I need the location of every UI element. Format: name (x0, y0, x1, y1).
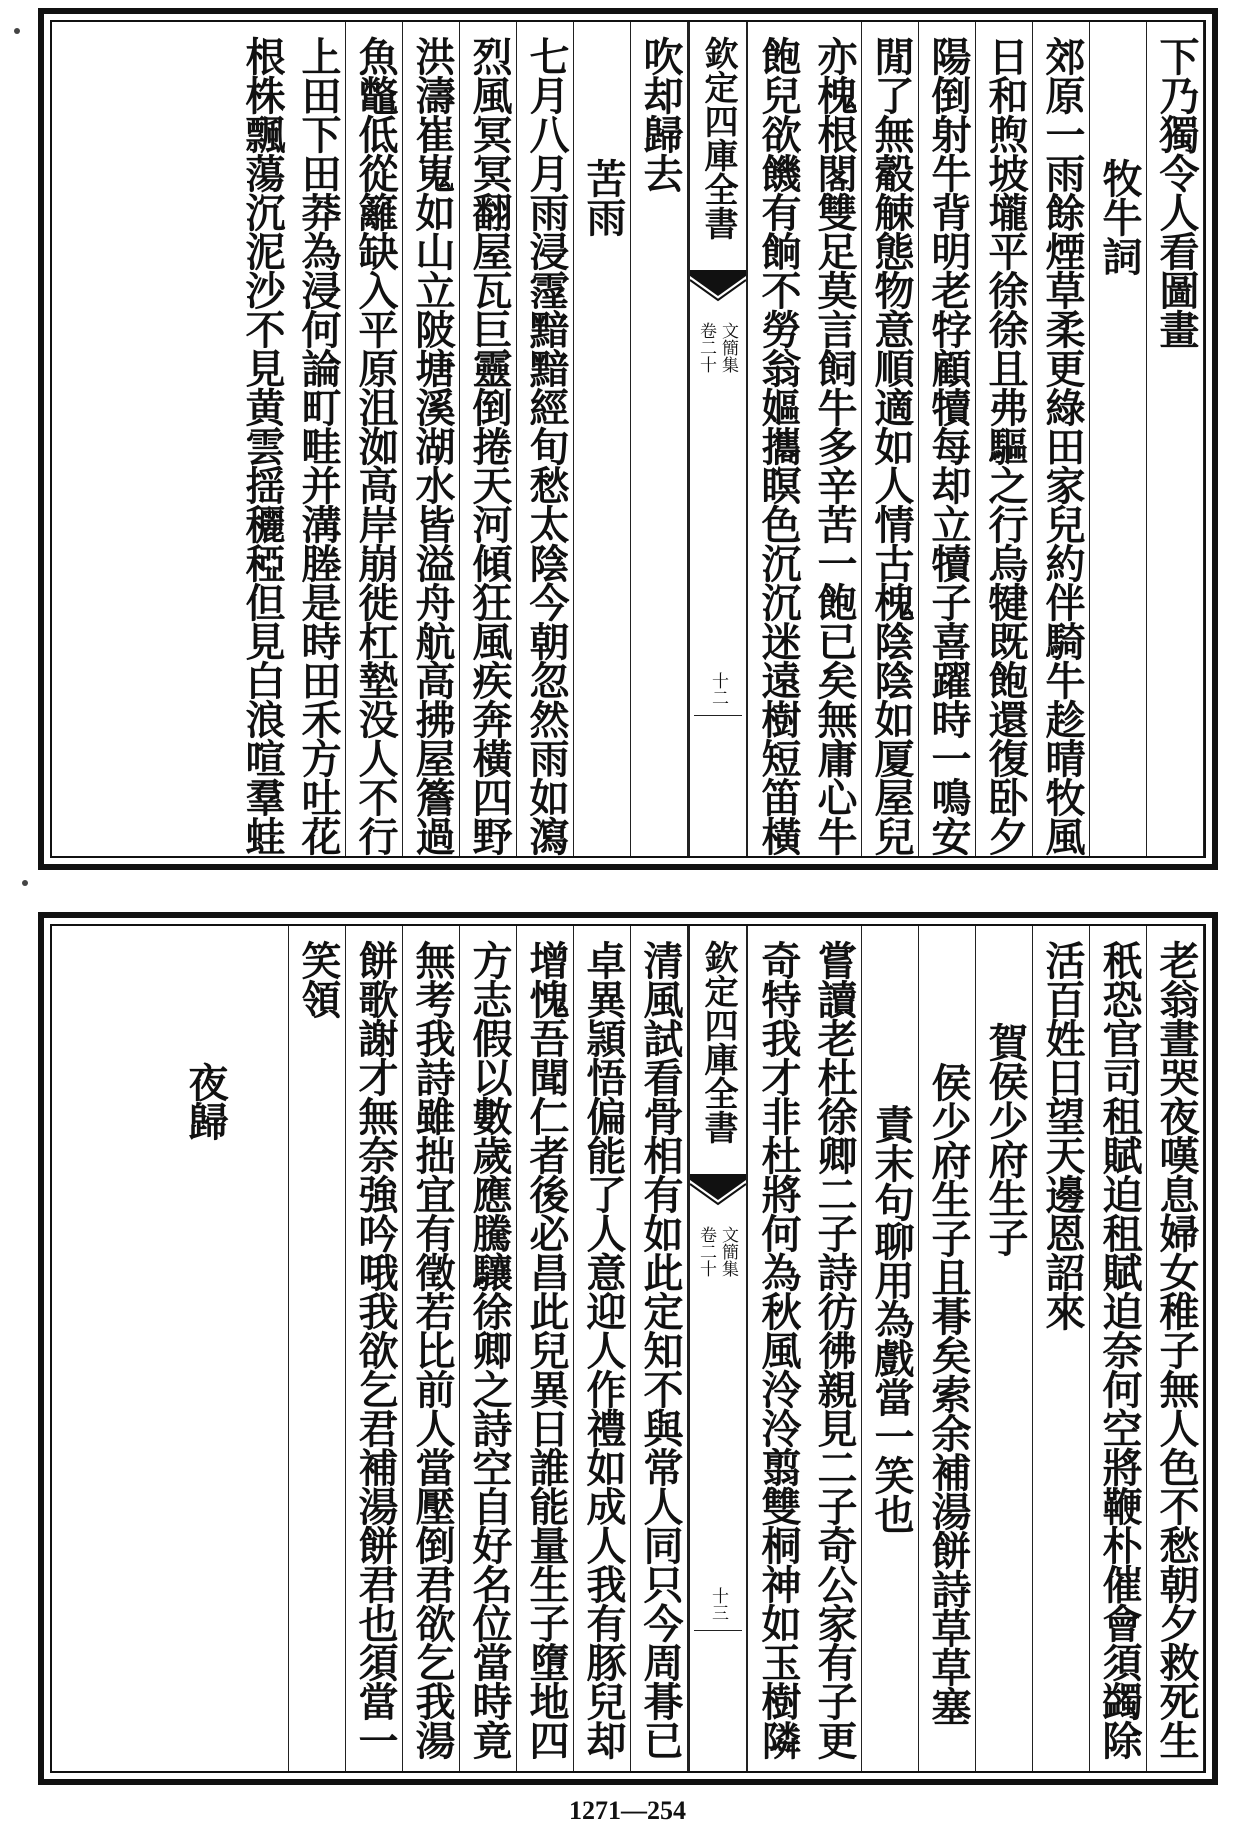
column-text: 方志假以數歲應騰驤徐卿之詩空自好名位當時竟 (466, 940, 513, 1759)
text-column (348, 22, 403, 856)
center-fold (688, 926, 748, 1771)
column-text: 下乃獨令人看圖畫 (1153, 36, 1200, 348)
text-column (462, 926, 517, 1771)
column-text: 吹却歸去 (637, 36, 684, 192)
column-text: 烈風冥冥翻屋瓦巨靈倒捲天河傾狂風疾奔橫四野 (466, 36, 513, 855)
text-column (633, 926, 688, 1771)
text-column (519, 926, 574, 1771)
column-text: 上田下田莽為浸何論町畦并溝塍是時田禾方吐花 (295, 36, 342, 855)
scan-speck (14, 28, 20, 34)
text-column (348, 926, 403, 1771)
page-code: 1271—254 (569, 1796, 686, 1825)
column-text: 郊原一雨餘煙草柔更綠田家兒約伴騎牛趁晴牧風 (1039, 36, 1086, 855)
text-column (1092, 22, 1147, 856)
column-text: 笑領 (295, 940, 342, 1018)
text-column (751, 22, 805, 856)
text-column (807, 926, 862, 1771)
text-column (519, 22, 574, 856)
column-text: 老翁晝哭夜嘆息婦女稚子無人色不愁朝夕救死生 (1153, 940, 1200, 1759)
text-column (864, 926, 919, 1771)
text-column (234, 926, 289, 1771)
book-meta (696, 1226, 738, 1277)
column-text: 秖恐官司租賦迫租賦迫奈何空將鞭朴催會須蠲除 (1096, 940, 1143, 1759)
text-column (576, 926, 631, 1771)
text-column (462, 22, 517, 856)
column-text: 餅歌謝才無奈強吟哦我欲乞君補湯餅君也須當一 (352, 940, 399, 1759)
text-column (921, 22, 976, 856)
preface-text: 侯少府生子且朞矣索余補湯餅詩草草塞 (925, 1062, 972, 1725)
preface-text: 責末句聊用為戲當一笑也 (868, 1104, 915, 1533)
text-column (1035, 926, 1090, 1771)
text-column (864, 22, 919, 856)
column-text: 魚鼈低從籬缺入平原沮洳高岸崩徙杠墊没人不行 (352, 36, 399, 855)
page-number: 十三 (708, 1587, 728, 1621)
text-column (751, 926, 805, 1771)
center-fold (688, 22, 748, 856)
book-title: 文簡集 (718, 322, 738, 373)
book-meta (696, 322, 738, 373)
column-text: 嘗讀老杜徐卿二子詩彷彿親見二子奇公家有子更 (811, 940, 858, 1759)
page-number-rule (694, 1630, 742, 1631)
column-text: 卓異頴悟偏能了人意迎人作禮如成人我有豚兒却 (580, 940, 627, 1759)
page-number: 十二 (708, 672, 728, 706)
poem-title: 賀侯少府生子 (982, 1022, 1029, 1256)
column-text: 七月八月雨浸霪黯黯經旬愁太陰今朝忽然雨如瀉 (523, 36, 570, 855)
column-text: 無考我詩雖拙宜有徵若比前人當壓倒君欲乞我湯 (409, 940, 456, 1759)
text-column (576, 22, 631, 856)
text-column (1035, 22, 1090, 856)
volume-label: 卷二十 (696, 322, 716, 373)
column-text: 日和煦坡壠平徐徐且弗驅之行烏犍既飽還復卧夕 (982, 36, 1029, 855)
column-text: 活百姓日望天邊恩詔來 (1039, 940, 1086, 1330)
text-column (978, 22, 1033, 856)
document-page-bottom (38, 912, 1218, 1785)
volume-label: 卷二十 (696, 1226, 716, 1277)
text-column (235, 22, 289, 856)
poem-title: 苦雨 (580, 158, 627, 236)
library-title: 欽定四庫全書 (698, 940, 738, 1144)
text-column (921, 926, 976, 1771)
text-column (807, 22, 862, 856)
column-text: 陽倒射牛背明老牸顧犢每却立犢子喜躍時一鳴安 (925, 36, 972, 855)
text-column (178, 926, 232, 1771)
text-column (633, 22, 688, 856)
text-column (291, 22, 346, 856)
text-column (405, 22, 460, 856)
column-text: 飽兒欲饑有餉不勞翁嫗攜瞑色沉沉迷遠樹短笛橫 (755, 36, 802, 855)
text-column (291, 926, 346, 1771)
book-title: 文簡集 (718, 1226, 738, 1277)
column-text: 閒了無觳觫態物意順適如人情古槐陰陰如厦屋兒 (868, 36, 915, 855)
text-column (1092, 926, 1147, 1771)
document-page-top (38, 8, 1218, 870)
text-column (1149, 22, 1204, 856)
scan-speck (22, 880, 28, 886)
column-text: 清風試看骨相有如此定知不與常人同只今周朞已 (637, 940, 684, 1759)
column-text: 增愧吾聞仁者後必昌此兒異日誰能量生子墮地四 (523, 940, 570, 1759)
text-column (405, 926, 460, 1771)
library-title: 欽定四庫全書 (698, 36, 738, 240)
page-number-rule (694, 715, 742, 716)
poem-title: 牧牛詞 (1096, 158, 1143, 275)
column-text: 洪濤崔嵬如山立陂塘溪湖水皆溢舟航高拂屋簷過 (409, 36, 456, 855)
column-text: 奇特我才非杜將何為秋風泠泠翦雙桐神如玉樹隣 (755, 940, 802, 1759)
poem-title: 夜歸 (182, 1062, 229, 1140)
fishtail-mark-icon (690, 1174, 746, 1214)
page-frame (50, 924, 1206, 1773)
fishtail-mark-icon (690, 270, 746, 310)
text-column (1149, 926, 1204, 1771)
column-text: 根株飄蕩沉泥沙不見黄雲揺穲稏但見白浪喧羣蛙 (239, 36, 286, 855)
column-text: 亦槐根閣雙足莫言飼牛多辛苦一飽已矣無庸心牛 (811, 36, 858, 855)
page-frame (50, 20, 1206, 858)
text-column (978, 926, 1033, 1771)
